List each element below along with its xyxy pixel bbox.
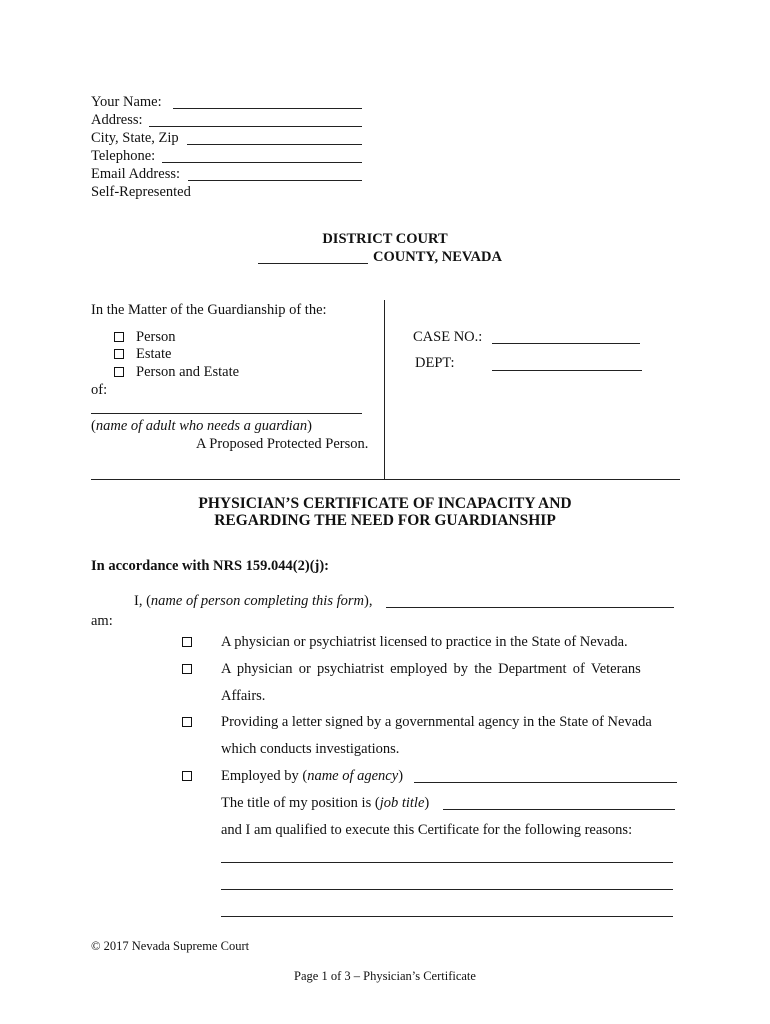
option-veterans-line2: Affairs. bbox=[221, 688, 266, 704]
accordance-statement: In accordance with NRS 159.044(2)(j): bbox=[91, 558, 330, 574]
option-person-and-estate-label: Person and Estate bbox=[136, 364, 240, 380]
city-state-zip-label: City, State, Zip bbox=[91, 130, 179, 146]
option-veterans-line1: A physician or psychiatrist employed by the Department of Veterans bbox=[221, 661, 641, 677]
am-label: am: bbox=[91, 613, 113, 629]
protected-person-label: A Proposed Protected Person. bbox=[196, 436, 369, 452]
checkbox-employed[interactable] bbox=[182, 771, 192, 781]
checkbox-estate[interactable] bbox=[114, 349, 124, 359]
job-title-field[interactable] bbox=[443, 809, 675, 810]
dept-field[interactable] bbox=[492, 370, 642, 371]
option-person-label: Person bbox=[136, 329, 176, 345]
adult-name-hint: (name of adult who needs a guardian) bbox=[91, 418, 312, 434]
caption-vertical-divider bbox=[384, 300, 385, 480]
document-title-line1: PHYSICIAN’S CERTIFICATE OF INCAPACITY AND bbox=[198, 495, 572, 512]
option-estate-label: Estate bbox=[136, 346, 172, 362]
person-completing-field[interactable] bbox=[386, 607, 674, 608]
county-field[interactable] bbox=[258, 263, 368, 264]
reasons-field-line2[interactable] bbox=[221, 889, 673, 890]
case-no-field[interactable] bbox=[492, 343, 640, 344]
page-number: Page 1 of 3 – Physician’s Certificate bbox=[294, 969, 476, 983]
telephone-label: Telephone: bbox=[91, 148, 156, 164]
checkbox-governmental[interactable] bbox=[182, 717, 192, 727]
checkbox-person-and-estate[interactable] bbox=[114, 367, 124, 377]
reasons-field-line1[interactable] bbox=[221, 862, 673, 863]
county-label: COUNTY, NEVADA bbox=[373, 249, 502, 265]
your-name-field[interactable] bbox=[173, 108, 362, 109]
copyright-notice: © 2017 Nevada Supreme Court bbox=[91, 939, 250, 953]
adult-name-field[interactable] bbox=[91, 413, 362, 414]
self-represented-label: Self-Represented bbox=[91, 184, 191, 200]
checkbox-licensed[interactable] bbox=[182, 637, 192, 647]
option-governmental-line2: which conducts investigations. bbox=[221, 741, 400, 757]
reasons-field-line3[interactable] bbox=[221, 916, 673, 917]
job-title-label: The title of my position is (job title) bbox=[221, 795, 430, 811]
address-field[interactable] bbox=[149, 126, 362, 127]
checkbox-person[interactable] bbox=[114, 332, 124, 342]
option-governmental-line1: Providing a letter signed by a governmental agency in the State of Nevada bbox=[221, 714, 652, 730]
telephone-field[interactable] bbox=[162, 162, 362, 163]
i-statement: I, (name of person completing this form), bbox=[134, 593, 373, 609]
caption-horizontal-divider bbox=[91, 479, 680, 480]
of-label: of: bbox=[91, 382, 108, 398]
document-title-line2: REGARDING THE NEED FOR GUARDIANSHIP bbox=[214, 512, 556, 529]
matter-label: In the Matter of the Guardianship of the: bbox=[91, 302, 327, 318]
city-state-zip-field[interactable] bbox=[187, 144, 362, 145]
qualified-statement: and I am qualified to execute this Certificate for the following reasons: bbox=[221, 822, 633, 838]
checkbox-veterans[interactable] bbox=[182, 664, 192, 674]
address-label: Address: bbox=[91, 112, 143, 128]
dept-label: DEPT: bbox=[415, 355, 455, 371]
email-field[interactable] bbox=[188, 180, 362, 181]
case-no-label: CASE NO.: bbox=[413, 329, 483, 345]
agency-name-field[interactable] bbox=[414, 782, 677, 783]
email-label: Email Address: bbox=[91, 166, 181, 182]
your-name-label: Your Name: bbox=[91, 94, 162, 110]
option-employed-label: Employed by (name of agency) bbox=[221, 768, 404, 784]
court-name: DISTRICT COURT bbox=[322, 231, 448, 247]
option-licensed-label: A physician or psychiatrist licensed to practice in the State of Nevada. bbox=[221, 634, 628, 650]
